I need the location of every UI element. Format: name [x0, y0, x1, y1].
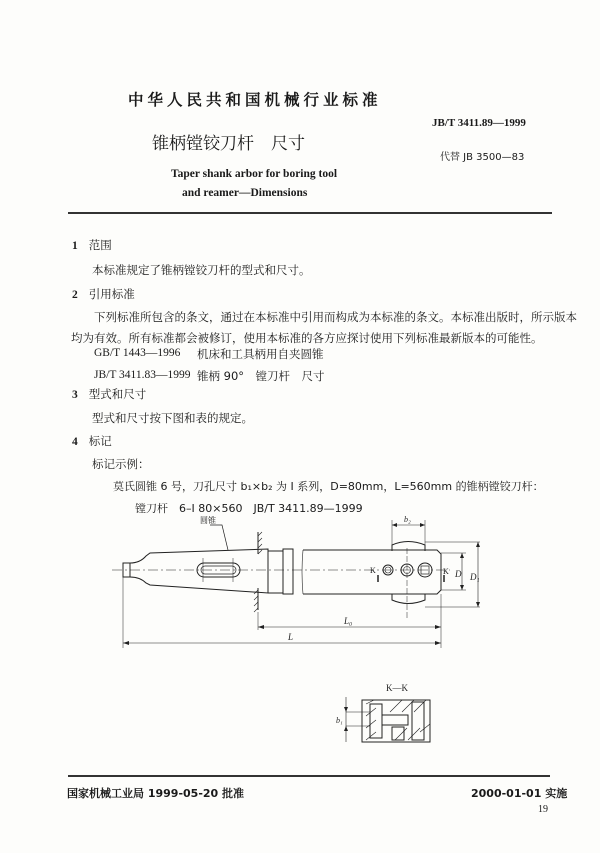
break-line	[302, 550, 303, 594]
section-1-text: 本标准规定了锥柄镗铰刀杆的型式和尺寸。	[92, 263, 311, 277]
section-2-para-line2: 均为有效。所有标准都会被修订，使用本标准的各方应探讨使用下列标准最新版本的可能性。	[71, 331, 543, 345]
section-title: K—K	[386, 683, 408, 693]
standard-code: JB/T 3411.89—1999	[432, 117, 526, 129]
section-1-heading	[72, 237, 112, 253]
section-bore	[382, 715, 408, 725]
section-number: 2	[72, 289, 78, 301]
marking-example-label: 标记示例：	[92, 457, 150, 471]
page-number: 19	[538, 804, 548, 815]
section-title: 型式和尺寸	[88, 387, 147, 401]
footer-rule	[68, 775, 550, 777]
taper-leader	[210, 525, 228, 550]
marking-example-description: 莫氏圆锥 6 号，刀孔尺寸 b₁×b₂ 为 Ⅰ 系列，D=80mm，L=560mm 的锥柄镗铰刀杆：	[113, 480, 544, 493]
section-number: 3	[72, 389, 78, 401]
marking-example: 镗刀杆 6–Ⅰ 80×560 JB/T 3411.89—1999	[135, 502, 363, 515]
effective-date: 2000-01-01 实施	[471, 787, 568, 800]
english-title-line2: and reamer—Dimensions	[182, 187, 308, 199]
b1-label: b₁	[336, 716, 343, 725]
taper-label: 圆锥	[200, 516, 216, 525]
bottom-blade	[392, 594, 425, 604]
section-2-heading	[72, 286, 135, 302]
flange	[283, 549, 293, 594]
section-number: 1	[72, 240, 78, 252]
section-title: 范围	[88, 238, 112, 252]
section-4-heading	[72, 433, 112, 449]
reference-code: JB/T 3411.83—1999	[94, 369, 191, 381]
section-title: 引用标准	[88, 287, 135, 301]
section-hatch	[366, 700, 430, 740]
section-number: 4	[72, 436, 78, 448]
section-3-heading	[72, 386, 146, 402]
reference-code: GB/T 1443—1996	[94, 347, 181, 359]
doc-title: 锥柄镗铰刀杆 尺寸	[152, 134, 305, 154]
header-rule	[68, 212, 552, 214]
l0-label: L₀	[344, 616, 353, 626]
d-label: D	[455, 569, 462, 579]
section-title: 标记	[88, 434, 112, 448]
b2-label: b₂	[404, 515, 411, 524]
section-k-right: K	[443, 567, 449, 576]
english-title-line1: Taper shank arbor for boring tool	[171, 168, 338, 180]
reference-name: 锥柄 90° 镗刀杆 尺寸	[197, 369, 325, 383]
section-k-left: K	[370, 566, 376, 575]
taper-shank	[123, 549, 268, 593]
l-label: L	[288, 632, 294, 642]
arbor-drawing	[100, 510, 480, 760]
section-hole	[370, 704, 382, 738]
d1-label: D₁	[470, 572, 480, 582]
section-view	[346, 697, 430, 742]
section-2-para-line1: 下列标准所包含的条文，通过在本标准中引用而构成为本标准的条文。本标准出版时，所示版本	[94, 310, 577, 324]
reference-name: 机床和工具柄用自夹圆锥	[197, 347, 324, 361]
collar	[268, 551, 283, 593]
replaces-note: 代替 JB 3500—83	[440, 152, 525, 163]
org-title: 中华人民共和国机械行业标准	[128, 91, 382, 109]
approval-note: 国家机械工业局 1999-05-20 批准	[67, 787, 245, 800]
section-3-text: 型式和尺寸按下图和表的规定。	[92, 411, 253, 425]
section-hole	[392, 727, 404, 740]
